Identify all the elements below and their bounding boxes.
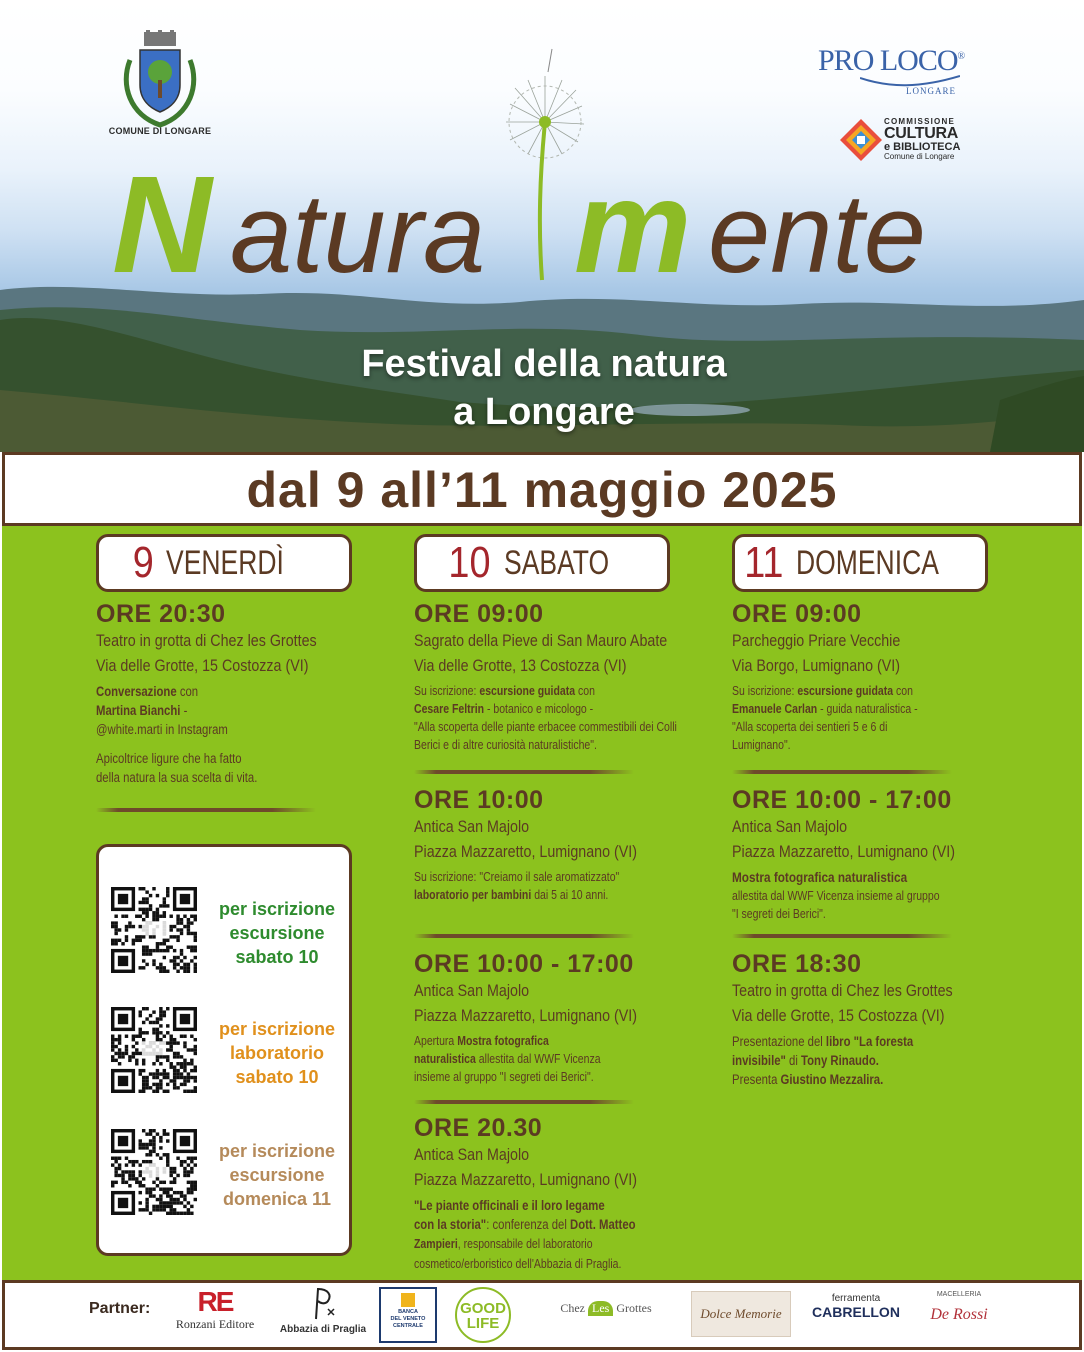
day-header-friday xyxy=(96,534,352,592)
festival-dates: dal 9 all’11 maggio 2025 xyxy=(246,462,838,518)
qr-code-icon[interactable] xyxy=(111,1007,197,1093)
separator xyxy=(96,808,316,812)
partners-label: Partner: xyxy=(89,1300,151,1317)
partner-praglia[interactable]: Abbazia di Praglia xyxy=(273,1287,373,1335)
partner-chez-les-grottes[interactable]: Chez Les Grottes xyxy=(560,1301,652,1315)
qr-label: per iscrizione escursione domenica 11 xyxy=(218,1141,336,1209)
event-address: Piazza Mazzaretto, Lumignano (VI) xyxy=(414,1006,638,1025)
event-description: Mostra fotografica naturalistica allestita dal WWF Vicenza insieme al gruppo "I segreti dei Berici". xyxy=(732,869,940,921)
event-address: Via delle Grotte, 15 Costozza (VI) xyxy=(96,656,309,675)
day-name: VENERDÌ xyxy=(165,543,284,582)
event-description: Conversazione con Martina Bianchi - @white.marti in Instagram Apicoltrice ligure che ha fatto della natura la sua scelta di vita. xyxy=(96,684,258,785)
separator xyxy=(414,1100,634,1104)
event-time: ORE 18:30 xyxy=(732,950,862,978)
event-address: Piazza Mazzaretto, Lumignano (VI) xyxy=(414,842,638,861)
day-name: SABATO xyxy=(504,543,610,582)
event-friday-2030 xyxy=(96,600,396,787)
program-body xyxy=(2,526,1082,1280)
event-venue: Sagrato della Pieve di San Mauro Abate xyxy=(414,631,668,650)
ronzani-logo-icon: RE xyxy=(197,1286,233,1317)
partner-ronzani[interactable]: RE Ronzani Editore xyxy=(165,1287,265,1332)
event-time: ORE 10:00 - 17:00 xyxy=(414,950,634,978)
event-venue: Teatro in grotta di Chez les Grottes xyxy=(732,981,953,1000)
partner-ferramenta-cabrellon[interactable]: ferramenta CABRELLON xyxy=(812,1293,900,1320)
separator xyxy=(732,770,952,774)
event-venue: Antica San Majolo xyxy=(414,1145,530,1164)
qr-label: per iscrizione laboratorio sabato 10 xyxy=(218,1019,336,1087)
title-word-natura: atura xyxy=(230,171,486,290)
commission-text: COMMISSIONE CULTURA e BIBLIOTECA Comune di Longare xyxy=(884,117,961,161)
banca-logo-icon xyxy=(401,1293,415,1307)
event-time: ORE 09:00 xyxy=(414,600,544,628)
qr-panel xyxy=(96,844,352,1256)
event-address: Piazza Mazzaretto, Lumignano (VI) xyxy=(732,842,956,861)
partner-good-life[interactable]: GOOD LIFE xyxy=(455,1287,511,1343)
event-venue: Parcheggio Priare Vecchie xyxy=(732,631,901,650)
title-capital-m: m xyxy=(574,153,692,290)
event-time: ORE 20:30 xyxy=(96,600,226,628)
qr-code-icon[interactable] xyxy=(111,887,197,973)
event-address: Via delle Grotte, 13 Costozza (VI) xyxy=(414,656,627,675)
partner-banca-veneto[interactable]: BANCA DEL VENETO CENTRALE xyxy=(379,1287,437,1343)
event-address: Via delle Grotte, 15 Costozza (VI) xyxy=(732,1006,945,1025)
event-venue: Antica San Majolo xyxy=(414,981,530,1000)
event-description: Su iscrizione: "Creiamo il sale aromatizzato" laboratorio per bambini dai 5 ai 10 anni. xyxy=(414,870,620,902)
day-header-saturday xyxy=(414,534,670,592)
date-banner xyxy=(2,452,1082,526)
event-description: Su iscrizione: escursione guidata con Emanuele Carlan - guida naturalistica - "Alla scoperta dei sentieri 5 e 6 di Lumignano". xyxy=(732,684,918,752)
qr-item-excursion-sunday[interactable] xyxy=(111,1129,341,1221)
proloco-logo: PRO LOCO® xyxy=(818,44,966,77)
event-sunday-1830 xyxy=(732,950,1032,1089)
title-word-mente: ente xyxy=(708,171,926,290)
qr-code-icon[interactable] xyxy=(111,1129,197,1215)
qr-item-excursion-saturday[interactable] xyxy=(111,887,341,979)
event-time: ORE 20.30 xyxy=(414,1114,543,1142)
event-venue: Antica San Majolo xyxy=(414,817,530,836)
event-address: Via Borgo, Lumignano (VI) xyxy=(732,656,901,675)
proloco-place: LONGARE xyxy=(906,86,956,96)
partner-dolce-memorie[interactable]: Dolce Memorie xyxy=(691,1291,791,1337)
comune-label: COMUNE DI LONGARE xyxy=(108,126,212,136)
day-header-sunday xyxy=(732,534,988,592)
qr-label: per iscrizione escursione sabato 10 xyxy=(218,899,336,967)
comune-crest-icon xyxy=(120,30,200,140)
separator xyxy=(414,934,634,938)
qr-item-lab-saturday[interactable] xyxy=(111,1007,341,1099)
event-time: ORE 10:00 - 17:00 xyxy=(732,786,952,814)
event-saturday-1000 xyxy=(414,786,714,904)
event-venue: Teatro in grotta di Chez les Grottes xyxy=(96,631,317,650)
event-time: ORE 10:00 xyxy=(414,786,544,814)
separator xyxy=(414,770,634,774)
festival-title xyxy=(112,150,992,290)
partner-macelleria[interactable]: MACELLERIA De Rossi xyxy=(930,1291,988,1323)
day-number: 11 xyxy=(743,538,784,587)
praglia-logo-icon xyxy=(308,1287,338,1321)
header-hero xyxy=(0,0,1084,452)
event-time: ORE 09:00 xyxy=(732,600,862,628)
partners-strip xyxy=(2,1280,1082,1350)
event-sunday-0900 xyxy=(732,600,1032,754)
title-capital-n: N xyxy=(112,150,212,290)
day-name: DOMENICA xyxy=(796,543,940,582)
separator xyxy=(732,934,952,938)
day-number: 9 xyxy=(132,538,154,587)
event-saturday-2030 xyxy=(414,1114,714,1274)
festival-subtitle: Festival della natura a Longare xyxy=(361,343,727,433)
event-saturday-1000-1700 xyxy=(414,950,714,1086)
event-description: Apertura Mostra fotografica naturalistica allestita dal WWF Vicenza insieme al gruppo "I segreti dei Berici". xyxy=(414,1034,601,1084)
day-number: 10 xyxy=(448,538,491,587)
event-description: Su iscrizione: escursione guidata con Cesare Feltrin - botanico e micologo - "Alla scoperta delle piante erbacee commestibili dei Colli Berici e di altre curiosità naturalistiche". xyxy=(414,684,677,752)
event-venue: Antica San Majolo xyxy=(732,817,848,836)
event-description: "Le piante officinali e il loro legame con la storia": conferenza del Dott. Matteo Zampieri, responsabile del laboratorio cosmetico/erboristico dell'Abbazia di Praglia. xyxy=(414,1198,636,1271)
event-sunday-1000-1700 xyxy=(732,786,1032,923)
event-saturday-0900 xyxy=(414,600,714,754)
event-description: Presentazione del libro "La foresta invisibile" di Tony Rinaudo. Presenta Giustino Mezzalira. xyxy=(732,1034,914,1087)
event-address: Piazza Mazzaretto, Lumignano (VI) xyxy=(414,1170,638,1189)
